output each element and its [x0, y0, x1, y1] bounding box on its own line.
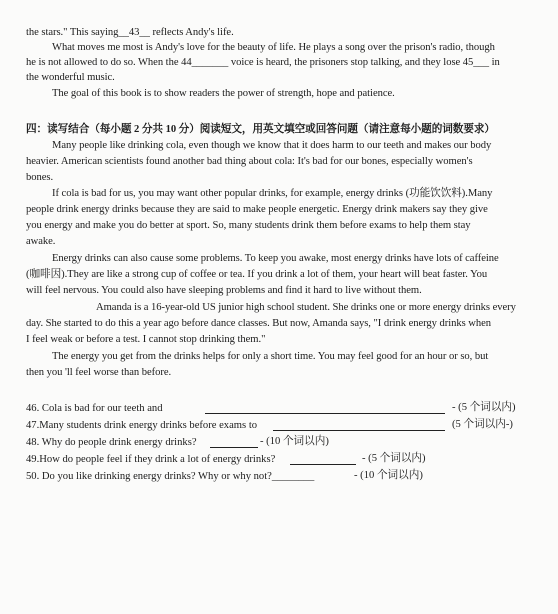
word-limit-note: - (5 个词以内): [362, 453, 426, 464]
paragraph-line: Energy drinks can also cause some problems. To keep you awake, most energy drinks have lots of caffeine: [52, 253, 499, 264]
paragraph-line: then you 'll feel worse than before.: [26, 367, 172, 378]
word-limit-note: - (10 个词以内): [260, 436, 329, 447]
paragraph-line: awake.: [26, 236, 56, 247]
question-50: 50. Do you like drinking energy drinks? Why or why not?________: [26, 471, 315, 482]
paragraph-line: I feel weak or before a test. I cannot stop drinking them.": [26, 334, 266, 345]
answer-line-46[interactable]: [205, 413, 445, 414]
paragraph-line: people drink energy drinks because they are said to make people energetic. Energy drink makers say they give: [26, 204, 488, 215]
passage-line: the wonderful music.: [26, 72, 115, 83]
paragraph-line: (咖啡因).They are like a strong cup of coffee or tea. If you drink a lot of them, your heart will beat faster. You: [26, 269, 488, 280]
section-heading: 四：读写结合（每小题 2 分共 10 分）阅读短文，用英文填空或回答问题（请注意每小题的词数要求）: [26, 124, 495, 135]
paragraph-line: Amanda is a 16-year-old US junior high school student. She drinks one or more energy drinks every: [96, 302, 516, 313]
paragraph-line: Many people like drinking cola, even though we know that it does harm to our teeth and makes our body: [52, 140, 492, 151]
paragraph-line: heavier. American scientists found another bad thing about cola: It's bad for our bones, especially women's: [26, 156, 473, 167]
question-49: 49.How do people feel if they drink a lot of energy drinks?: [26, 454, 276, 465]
answer-line-47[interactable]: [273, 430, 445, 431]
word-limit-note: - (5 个词以内): [452, 402, 516, 413]
question-48: 48. Why do people drink energy drinks?: [26, 437, 197, 448]
paragraph-line: will feel nervous. You could also have sleeping problems and find it hard to live without them.: [26, 285, 422, 296]
question-46: 46. Cola is bad for our teeth and: [26, 403, 163, 414]
question-47: 47.Many students drink energy drinks before exams to: [26, 420, 258, 431]
passage-line: What moves me most is Andy's love for the beauty of life. He plays a song over the prison's radio, though: [52, 42, 495, 53]
answer-line-49[interactable]: [290, 464, 356, 465]
word-limit-note: (5 个词以内-): [452, 419, 513, 430]
paragraph-line: day. She started to do this a year ago before dance classes. But now, Amanda says, "I drink energy drinks when: [26, 318, 492, 329]
passage-line: The goal of this book is to show readers the power of strength, hope and patience.: [52, 88, 395, 99]
word-limit-note: - (10 个词以内): [354, 470, 423, 481]
paragraph-line: The energy you get from the drinks helps for only a short time. You may feel good for an hour or so, but: [52, 351, 489, 362]
passage-line: the stars." This saying__43__ reflects Andy's life.: [26, 27, 234, 38]
paragraph-line: bones.: [26, 172, 54, 183]
passage-line: he is not allowed to do so. When the 44_______ voice is heard, the prisoners stop talking, and they lose 45___ in: [26, 57, 500, 68]
paragraph-line: you energy and make you do better at sport. So, many students drink them before exams to help them stay: [26, 220, 471, 231]
answer-line-48[interactable]: [210, 447, 258, 448]
paragraph-line: If cola is bad for us, you may want other popular drinks, for example, energy drinks (功能饮饮料).Many: [52, 188, 493, 199]
